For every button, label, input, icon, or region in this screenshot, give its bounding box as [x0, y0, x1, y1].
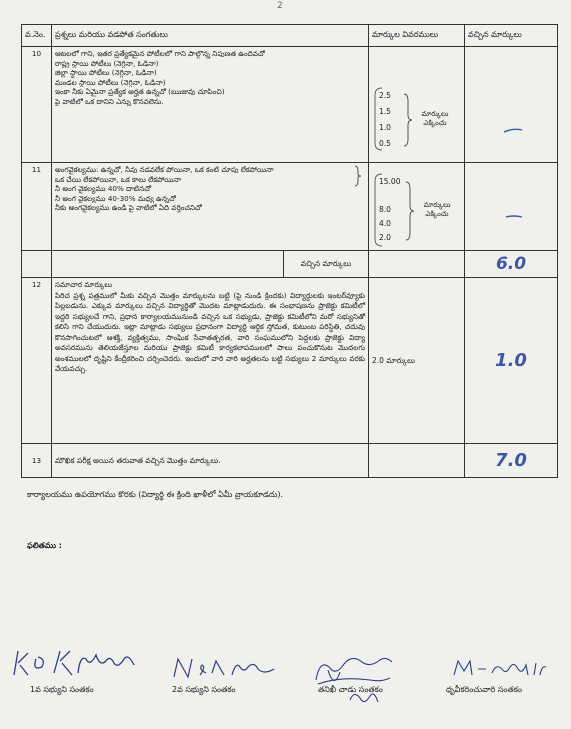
- table-row: [22, 278, 558, 444]
- row-questions: [52, 278, 369, 444]
- mark-option: 15.00: [379, 177, 401, 186]
- signature-member-1: [6, 645, 146, 683]
- question-line: నీ అంగ వైకల్యము 40-30% మధ్య ఉన్నచో: [55, 193, 176, 203]
- signature-label: తనిఖీ చాడు సంతకం: [318, 685, 383, 694]
- row-marks: [369, 163, 465, 251]
- obtained-cell: [465, 163, 558, 251]
- brace-icon: [405, 181, 415, 241]
- mark-option: 1.0: [379, 123, 391, 132]
- page-number: 2: [277, 1, 283, 11]
- question-line: జిల్లా స్థాయి పోటీలు (నెగ్గినా, ఓడినా): [55, 68, 157, 77]
- table-row: [22, 163, 558, 251]
- signature-member-2: [170, 655, 280, 683]
- signature-label: 2వ సభ్యుని సంతకం: [172, 685, 236, 694]
- question-line: ఆటలలో గాని, ఇతర ప్రత్యేకమైన పోటీలలో గాని పాల్గొన్న నిపుణత ఉందివచో: [55, 49, 265, 58]
- mark-option: 1.5: [379, 107, 391, 116]
- header-obtained: వచ్చిన మార్కులు: [465, 25, 558, 47]
- handwritten-dash: [505, 213, 523, 221]
- signature-verifier: [450, 655, 550, 681]
- row-questions: మౌఖిక పరీక్ష అయిన తరువాత వచ్చిన మొత్తం మార్కులు.: [52, 444, 369, 478]
- mark-option: 8.0: [379, 205, 391, 214]
- table-row: [22, 47, 558, 163]
- question-line: రాష్ట్ర స్థాయి పోటీలు (నెగ్గినా, ఓడినా): [55, 58, 159, 68]
- mark-option: 2.0: [379, 233, 391, 242]
- brace-icon: [403, 93, 413, 147]
- mark-option: 4.0: [379, 219, 391, 228]
- row-sno: 12: [22, 278, 52, 444]
- signature-label: 1వ సభ్యుని సంతకం: [30, 685, 94, 694]
- row-marks: 2.0 మార్కులు: [369, 278, 465, 444]
- section-text: పిరిచ ప్రశ్న పత్రములో మీకు వచ్చిన మొత్తం మార్కులను బట్టి (పై నుండి క్రిందకు) విద్యార్థులకు ఇంటర్‌వ్యూకు పిల్లబడును. ఎక్కువ మార్కులు వచ్చిన విద్యార్థితో మొదట మాట్లాడుదురు. ఈ సంభాషణను ప్రాజెక్టు కమిటీలో ఇద్దరి సభ్యులచే గాని, ప్రధాన కార్యాలయమునుండి వచ్చిన ఒక సభ్యుడు, ప్రాజెక్టు కమిటీలోని మరో సభ్యునితో కలిసి గాని చేయుదురు. ఇట్లా మాట్లాడు సభ్యులు ప్రధానంగా విద్యార్థి ఆర్థిక స్తోమత, కుటుంబ పరిస్థితి, చదువు కొనసాగించుటలో ఆశక్తి, వ్యక్తిత్వము, సాంఘిక సేవాతత్పరత, వారి సంఘములోని పెద్దలకు ప్రాజెక్టు విద్యా అవసరమును తెలియజేస్తూల మరియు ప్రాజెక్టు కమిటీ కార్యకలాపములలో పాలు పంచుకొనుట మొదలగు అంశములలో దృష్టిని కేంద్రీకరించి చర్చించెదరు. ఇందులో వారి వారి అర్హతలను బట్టి సభ్యులు 2 మార్కులు వరకు వేయవచ్చు.: [55, 290, 365, 373]
- marks-label: ఎక్కించు: [423, 119, 447, 128]
- subtotal-value: 6.0: [465, 251, 558, 278]
- table-header-row: [22, 25, 558, 47]
- question-line: ఇంకా నీకు ఏమైనా ప్రత్యేక అర్హత ఉన్నచో (ఋజువు చూపించి): [55, 87, 225, 96]
- result-label: ఫలితము :: [27, 541, 62, 550]
- row-sno: 13: [22, 444, 52, 478]
- marks-label: మార్కులు: [421, 110, 449, 118]
- mark-option: 2.5: [379, 91, 391, 100]
- subtotal-label: వచ్చిన మార్కులు: [283, 251, 368, 277]
- question-line: నీకు అంగవైకల్యము ఉండి పై వాటిలో ఏది వర్తించనిచో: [55, 203, 202, 212]
- handwritten-dash: [503, 127, 523, 135]
- obtained-cell: [465, 47, 558, 163]
- office-note: కార్యాలయము ఉపయోగము కొరకు (విద్యార్థి ఈ క్రింది ఖాళీలో ఏమీ వ్రాయకూడదు).: [27, 490, 284, 499]
- mark-option: 0.5: [379, 139, 391, 148]
- question-line: ఒక చేయి లేకపోయినా, ఒక కాలు లేకపోయినా: [55, 174, 181, 184]
- table-row: [22, 444, 558, 478]
- section-title: సమాచార మార్కులు: [55, 280, 112, 290]
- signature-label: ధృవీకరించువారి సంతకం: [446, 685, 522, 694]
- row-questions: [52, 163, 369, 251]
- row-questions: [52, 47, 369, 163]
- header-sno: వ.నెం.: [22, 25, 52, 47]
- question-line: పై వాటిలో ఒక దానిని ఎన్ను కొనవలెను.: [55, 96, 164, 106]
- question-line: మండల స్థాయి పోటీలు (నెగ్గినా, ఓడినా): [55, 77, 166, 87]
- signature-checker: [310, 650, 400, 712]
- row-marks: [369, 47, 465, 163]
- total-value: 7.0: [465, 444, 558, 478]
- brace-icon: [354, 165, 362, 187]
- marks-table: [21, 24, 558, 478]
- row-sno: 11: [22, 163, 52, 251]
- marks-label: ఎక్కించు: [425, 210, 449, 219]
- subtotal-row: [22, 251, 558, 278]
- header-questions: ప్రశ్నలు మరియు వడపోత సంగతులు: [52, 25, 369, 47]
- question-line: అంగవైకల్యము: ఉన్నచో, నీవు నడవలేక పోయినా, ఒక కంటి చూపు లేకపోయినా: [55, 165, 274, 174]
- row-sno: 10: [22, 47, 52, 163]
- question-line: నీ అంగ వైకల్యము 40% దాటినచో: [55, 184, 152, 193]
- header-marks-detail: మార్కుల వివరములు: [369, 25, 465, 47]
- obtained-value: 1.0: [465, 278, 558, 444]
- marks-label: మార్కులు: [423, 201, 451, 209]
